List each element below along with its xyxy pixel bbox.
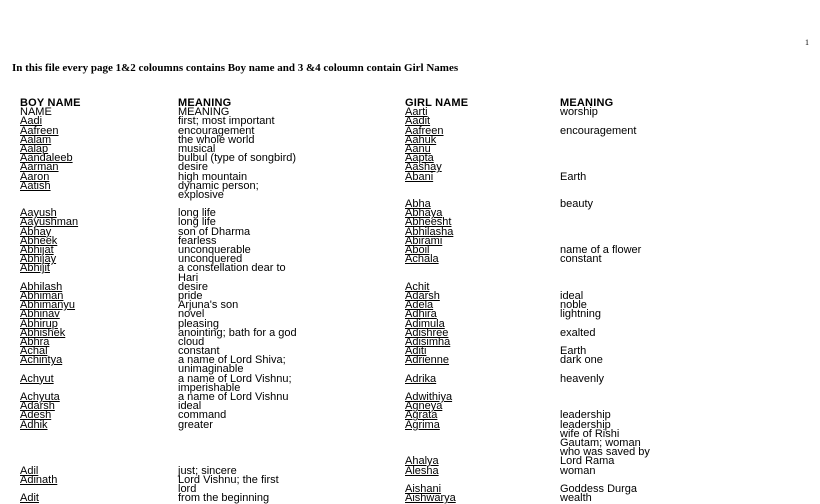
girl-name-link[interactable]: Aishani: [405, 482, 442, 495]
girl-name-link[interactable]: Aishwarya: [405, 492, 456, 504]
boy-name-header: BOY NAME: [20, 97, 81, 109]
girl-name-link[interactable]: Alesha: [405, 464, 439, 477]
girl-meaning-text: heavenly: [560, 372, 605, 385]
girl-meaning-text: [560, 136, 650, 145]
boy-meaning-text: anointing; bath for a god: [178, 326, 297, 339]
girl-name-link[interactable]: Aditi: [405, 345, 427, 358]
girl-meaning-text: [560, 384, 650, 393]
boy-name-link[interactable]: Aaron: [20, 170, 50, 183]
girl-meaning-text: lightning: [560, 308, 601, 321]
boy-meaning-text: just; sincere: [178, 464, 237, 477]
girl-name-link[interactable]: Adrienne: [405, 354, 450, 367]
boy-name-link[interactable]: Abhinav: [20, 308, 60, 321]
boy-name-link[interactable]: Aalap: [20, 142, 49, 155]
girl-meaning-text: noble: [560, 299, 587, 312]
boy-name-link[interactable]: Aandaleeb: [20, 152, 73, 165]
boy-name-link[interactable]: Abhirup: [20, 317, 58, 330]
boy-name-link[interactable]: Abheek: [20, 234, 58, 247]
girl-meaning-text: who was saved by: [560, 446, 650, 459]
boy-name-link[interactable]: Abhra: [20, 335, 50, 348]
girl-name-link[interactable]: Adela: [405, 299, 434, 312]
boy-meaning-text: from the beginning: [178, 492, 270, 504]
boy-meaning-column: [178, 99, 297, 503]
girl-name-link[interactable]: Adwithiya: [405, 391, 453, 404]
boy-meaning-text: cloud: [178, 335, 205, 348]
boy-name-link[interactable]: Adil: [20, 464, 39, 477]
boy-name-link[interactable]: Abhiman: [20, 289, 64, 302]
boy-name-link[interactable]: Abhijay: [20, 253, 57, 266]
boy-meaning-text: greater: [178, 418, 213, 431]
boy-meaning-text: MEANING: [178, 106, 230, 119]
girl-name-link[interactable]: Aashay: [405, 161, 442, 174]
girl-meaning-text: [560, 393, 650, 402]
girl-name-link[interactable]: Adrika: [405, 372, 437, 385]
boy-meaning-text: unconquerable: [178, 244, 251, 257]
girl-name-link[interactable]: Aafreen: [405, 124, 444, 137]
boy-meaning-text: musical: [178, 142, 216, 155]
girl-meaning-text: Lord Rama: [560, 455, 615, 468]
boy-name-link[interactable]: Aatish: [20, 179, 51, 192]
girl-name-link[interactable]: Aadit: [405, 115, 431, 128]
boy-meaning-text: desire: [178, 161, 208, 174]
girl-name-link[interactable]: Adimula: [405, 317, 445, 330]
girl-meaning-text: wealth: [560, 492, 592, 504]
girl-meaning-text: ideal: [560, 289, 584, 302]
boy-name-link: [20, 430, 81, 439]
boy-meaning-text: high mountain: [178, 170, 248, 183]
page-number: 1: [805, 38, 809, 47]
boy-meaning-text: pleasing: [178, 317, 219, 330]
boy-meaning-text: explosive: [178, 188, 224, 201]
boy-name-link[interactable]: Abhijit: [20, 262, 50, 275]
boy-name-link[interactable]: Adesh: [20, 409, 52, 422]
boy-meaning-text: first; most important: [178, 115, 275, 128]
boy-meaning-text: pride: [178, 289, 203, 302]
girl-meaning-text: [560, 154, 650, 163]
boy-name-link[interactable]: Aalam: [20, 133, 52, 146]
boy-meaning-text: fearless: [178, 234, 217, 247]
girl-name-link[interactable]: Abha: [405, 198, 431, 211]
girl-name-link[interactable]: Aarti: [405, 106, 428, 119]
boy-name-link[interactable]: Aayush: [20, 207, 57, 220]
girl-name-link[interactable]: Aahuk: [405, 133, 437, 146]
girl-name-link[interactable]: Achit: [405, 280, 430, 293]
boy-name-link: NAME: [20, 106, 52, 119]
girl-name-link: [405, 182, 468, 191]
boy-name-link: [20, 485, 81, 494]
boy-name-link: [20, 191, 81, 200]
boy-meaning-text: a name of Lord Vishnu: [178, 391, 289, 404]
girl-name-link[interactable]: Abhilasha: [405, 225, 454, 238]
girl-name-link[interactable]: Aboil: [405, 244, 430, 257]
boy-meaning-text: constant: [178, 345, 220, 358]
boy-meaning-text: the whole world: [178, 133, 255, 146]
girl-meaning-text: leadership: [560, 409, 611, 422]
boy-meaning-text: ideal: [178, 400, 202, 413]
boy-meaning-text: Hari: [178, 271, 199, 284]
boy-meaning-text: encouragement: [178, 124, 255, 137]
boy-meaning-text: unconquered: [178, 253, 243, 266]
boy-meaning-text: novel: [178, 308, 205, 321]
girl-meaning-text: exalted: [560, 326, 596, 339]
boy-meaning-text: [178, 448, 297, 457]
girl-meaning-text: [560, 145, 650, 154]
girl-meaning-text: [560, 218, 650, 227]
boy-name-link[interactable]: Adinath: [20, 473, 58, 486]
boy-name-link: [20, 448, 81, 457]
girl-meaning-text: dark one: [560, 354, 603, 367]
girl-name-link[interactable]: Agneya: [405, 400, 443, 413]
boy-name-link[interactable]: Abhishek: [20, 326, 66, 339]
boy-name-link[interactable]: Aafreen: [20, 124, 59, 137]
girl-name-link[interactable]: Achala: [405, 253, 439, 266]
girl-meaning-text: woman: [560, 464, 596, 477]
girl-name-link[interactable]: Abani: [405, 170, 434, 183]
girl-meaning-text: [560, 264, 650, 273]
boy-name-link[interactable]: Aadi: [20, 115, 43, 128]
girl-name-link[interactable]: Abhaya: [405, 207, 443, 220]
girl-name-link[interactable]: Adisimha: [405, 335, 451, 348]
girl-meaning-text: encouragement: [560, 124, 637, 137]
girl-name-link[interactable]: Agrata: [405, 409, 438, 422]
boy-meaning-text: lord: [178, 482, 197, 495]
girl-name-link: [405, 264, 468, 273]
boy-meaning-text: Lord Vishnu; the first: [178, 473, 279, 486]
girl-name-link[interactable]: Adishree: [405, 326, 449, 339]
girl-name-link: [405, 430, 468, 439]
boy-name-link[interactable]: Achyuta: [20, 391, 60, 404]
boy-name-link[interactable]: Achal: [20, 345, 48, 358]
girl-meaning-text: wife of Rishi: [560, 427, 620, 440]
boy-meaning-text: long life: [178, 216, 216, 229]
boy-meaning-text: [178, 439, 297, 448]
boy-name-link[interactable]: Adit: [20, 492, 39, 504]
boy-name-link[interactable]: Achintya: [20, 354, 63, 367]
boy-meaning-text: Arjuna's son: [178, 299, 239, 312]
boy-name-link[interactable]: Abhijat: [20, 244, 54, 257]
girl-meaning-text: [560, 228, 650, 237]
girl-name-link: [405, 439, 468, 448]
girl-name-header: GIRL NAME: [405, 97, 469, 109]
girl-name-link[interactable]: Ahalya: [405, 455, 439, 468]
boy-name-link[interactable]: Adhik: [20, 418, 48, 431]
boy-name-link[interactable]: Abhay: [20, 225, 52, 238]
boy-name-link[interactable]: Aarman: [20, 161, 59, 174]
boy-meaning-header: MEANING: [178, 97, 232, 109]
girl-meaning-text: [560, 274, 650, 283]
girl-name-link[interactable]: Aapta: [405, 152, 434, 165]
girl-name-link[interactable]: Adhira: [405, 308, 437, 321]
girl-meaning-text: Earth: [560, 170, 587, 183]
boy-name-link[interactable]: Abhimanyu: [20, 299, 76, 312]
girl-name-column: [405, 99, 468, 503]
girl-meaning-text: [560, 182, 650, 191]
boy-name-link: [20, 439, 81, 448]
boy-meaning-text: command: [178, 409, 227, 422]
boy-meaning-text: [178, 430, 297, 439]
girl-meaning-header: MEANING: [560, 97, 614, 109]
boy-meaning-text: a constellation dear to: [178, 262, 286, 275]
intro-text: In this file every page 1&2 coloumns contains Boy name and 3 &4 coloumn contain Girl Names: [12, 62, 459, 74]
girl-name-link[interactable]: Adarsh: [405, 289, 440, 302]
boy-name-link[interactable]: Adarsh: [20, 400, 55, 413]
girl-meaning-text: Goddess Durga: [560, 482, 638, 495]
boy-meaning-text: bulbul (type of songbird): [178, 152, 297, 165]
girl-meaning-text: Gautam; woman: [560, 436, 641, 449]
boy-meaning-text: a name of Lord Vishnu;: [178, 372, 292, 385]
girl-meaning-text: worship: [560, 106, 598, 119]
boy-meaning-text: desire: [178, 280, 208, 293]
girl-meaning-text: leadership: [560, 418, 611, 431]
boy-meaning-text: a name of Lord Shiva;: [178, 354, 286, 367]
boy-meaning-text: son of Dharma: [178, 225, 251, 238]
girl-name-link[interactable]: Agrima: [405, 418, 440, 431]
boy-name-link[interactable]: Aayushman: [20, 216, 79, 229]
girl-meaning-text: constant: [560, 253, 602, 266]
boy-meaning-text: long life: [178, 207, 216, 220]
girl-name-link[interactable]: Aanu: [405, 142, 431, 155]
boy-meaning-text: dynamic person;: [178, 179, 259, 192]
girl-name-link[interactable]: Abirami: [405, 234, 443, 247]
boy-name-link[interactable]: Achyut: [20, 372, 54, 385]
boy-meaning-text: imperishable: [178, 381, 241, 394]
girl-name-link[interactable]: Abheesht: [405, 216, 452, 229]
boy-meaning-text: unimaginable: [178, 363, 244, 376]
girl-meaning-text: Earth: [560, 345, 587, 358]
girl-meaning-column: [560, 99, 650, 503]
boy-name-column: [20, 99, 81, 503]
boy-name-link[interactable]: Abhilash: [20, 280, 63, 293]
girl-meaning-text: [560, 209, 650, 218]
girl-meaning-text: name of a flower: [560, 244, 642, 257]
girl-meaning-text: beauty: [560, 198, 594, 211]
